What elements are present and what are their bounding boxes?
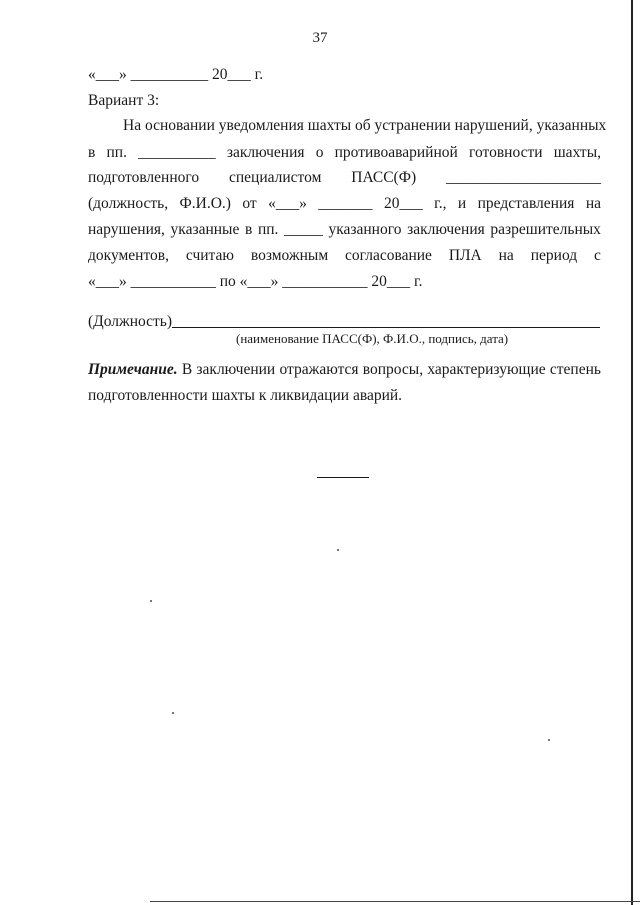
variant-heading: Вариант 3:	[88, 92, 160, 109]
word: разрешительных	[490, 221, 601, 238]
signature-label: (Должность)	[88, 313, 173, 330]
blank-field: «___»	[268, 195, 307, 212]
word: на	[585, 195, 601, 212]
page-number: 37	[312, 30, 328, 46]
paragraph-line-4	[88, 195, 601, 213]
word: и	[457, 195, 467, 212]
word: готовности	[469, 144, 543, 161]
word: подготовленного	[88, 169, 200, 186]
word: в	[244, 221, 253, 238]
word: вопросы,	[362, 361, 424, 378]
scan-speck	[150, 600, 152, 602]
word: с	[594, 247, 601, 264]
word: Ф.И.О.)	[179, 195, 231, 212]
scan-border-right	[631, 0, 633, 905]
scan-border-bottom	[150, 901, 640, 902]
blank-field: __________	[138, 144, 216, 161]
scan-speck	[172, 712, 174, 714]
paragraph-line-6	[88, 247, 601, 265]
paragraph-line-3	[88, 169, 601, 187]
word: 20___	[383, 195, 423, 212]
word: в	[88, 144, 96, 161]
word: документов,	[88, 247, 169, 264]
blank-field: _____	[284, 221, 323, 238]
word: представления	[477, 195, 575, 212]
scan-speck	[548, 739, 550, 741]
blank-field: ____________________	[445, 169, 601, 186]
paragraph-line-7: «___» ___________ по «___» ___________ 20___ г.	[88, 273, 423, 290]
paragraph-line-1: На основании уведомления шахты об устранении нарушений, указанных	[123, 117, 607, 134]
date-line: «___» __________ 20___ г.	[88, 66, 264, 83]
note-line-2: подготовленности шахты к ликвидации аварий.	[88, 387, 403, 404]
word: указанные	[170, 221, 240, 238]
word: заключении	[196, 361, 276, 378]
word: В	[181, 361, 193, 378]
word: отражаются	[279, 361, 359, 378]
word: ПАСС(Ф)	[351, 169, 417, 186]
signature-caption: (наименование ПАСС(Ф), Ф.И.О., подпись, дата)	[236, 331, 509, 346]
word: согласование	[345, 247, 432, 264]
word: противоаварийной	[334, 144, 458, 161]
end-separator	[317, 477, 369, 478]
word: ПЛА	[448, 247, 482, 264]
note-line-1	[88, 361, 601, 379]
word: считаю	[185, 247, 234, 264]
word: от	[242, 195, 257, 212]
scan-speck	[337, 549, 339, 551]
paragraph-line-5	[88, 221, 601, 239]
word: г.,	[434, 195, 447, 212]
word: (должность,	[88, 195, 169, 212]
word: заключения	[226, 144, 305, 161]
word: пп.	[106, 144, 127, 161]
word: период	[530, 247, 578, 264]
word: возможным	[250, 247, 329, 264]
word: заключения	[407, 221, 485, 238]
word: шахты,	[553, 144, 601, 161]
paragraph-line-2	[88, 144, 601, 162]
word: характеризующие	[427, 361, 546, 378]
word: на	[498, 247, 514, 264]
word: степень	[549, 361, 601, 378]
blank-field: _______	[318, 195, 373, 212]
signature-line	[172, 327, 600, 328]
word: специалистом	[228, 169, 322, 186]
word: пп.	[257, 221, 279, 238]
word: указанного	[328, 221, 402, 238]
note-label: Примечание.	[88, 361, 178, 378]
word: о	[315, 144, 324, 161]
word: нарушения,	[88, 221, 165, 238]
